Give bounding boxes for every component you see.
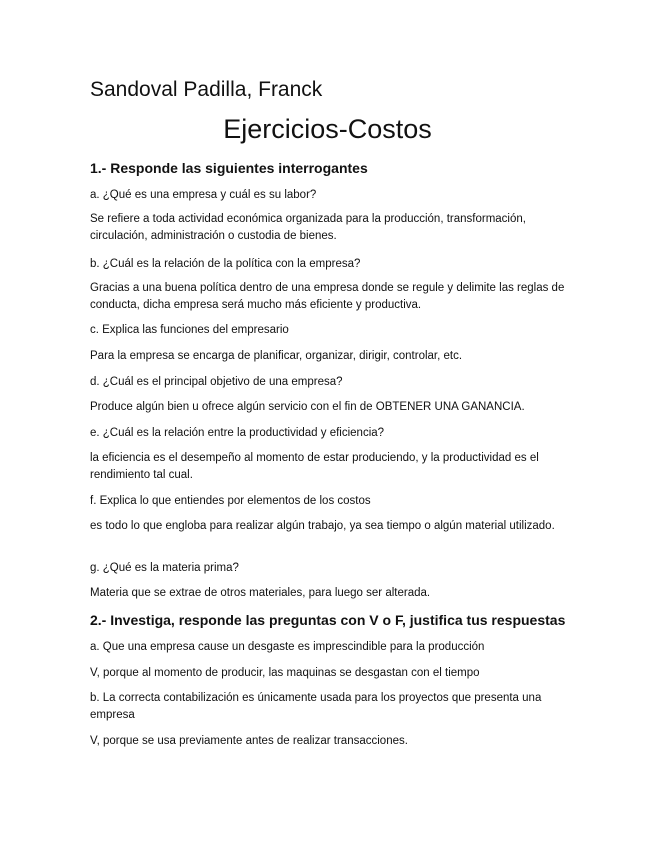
section-heading: 2.- Investiga, responde las preguntas con V o F, justifica tus respuestas [90, 612, 566, 628]
document-title: Ejercicios-Costos [223, 114, 432, 144]
answer-c: Para la empresa se encarga de planificar, organizar, dirigir, controlar, etc. [90, 350, 463, 362]
answer-d: Produce algún bien u ofrece algún servicio con el fin de OBTENER UNA GANANCIA. [90, 401, 525, 413]
question-a: a. ¿Qué es una empresa y cuál es su labor? [90, 189, 317, 201]
question-c: c. Explica las funciones del empresario [90, 324, 289, 336]
answer-f: es todo lo que engloba para realizar algún trabajo, ya sea tiempo o algún material utilizado. [90, 520, 555, 532]
question-f: f. Explica lo que entiendes por elementos de los costos [90, 495, 371, 507]
answer-g: Materia que se extrae de otros materiales, para luego ser alterada. [90, 587, 431, 599]
question-b: b. ¿Cuál es la relación de la política con la empresa? [90, 258, 361, 270]
answer-e: la eficiencia es el desempeño al momento de estar produciendo, y la productividad es el rendimiento tal cual. [90, 452, 539, 481]
answer-2a: V, porque al momento de producir, las maquinas se desgastan con el tiempo [90, 667, 480, 679]
question-2a: a. Que una empresa cause un desgaste es imprescindible para la producción [90, 641, 485, 653]
question-2b: b. La correcta contabilización es únicamente usada para los proyectos que presenta una empresa [90, 692, 542, 721]
author-name: Sandoval Padilla, Franck [90, 78, 323, 101]
answer-a: Se refiere a toda actividad económica organizada para la producción, transformación, circulación, administración o custodia de bienes. [90, 213, 526, 242]
question-d: d. ¿Cuál es el principal objetivo de una empresa? [90, 376, 343, 388]
question-g: g. ¿Qué es la materia prima? [90, 562, 239, 574]
answer-b: Gracias a una buena política dentro de una empresa donde se regule y delimite las reglas de conducta, dicha empresa será mucho más eficiente y productiva. [90, 282, 565, 311]
answer-2b: V, porque se usa previamente antes de realizar transacciones. [90, 735, 408, 747]
question-e: e. ¿Cuál es la relación entre la productividad y eficiencia? [90, 427, 385, 439]
section-heading: 1.- Responde las siguientes interrogantes [90, 160, 368, 176]
